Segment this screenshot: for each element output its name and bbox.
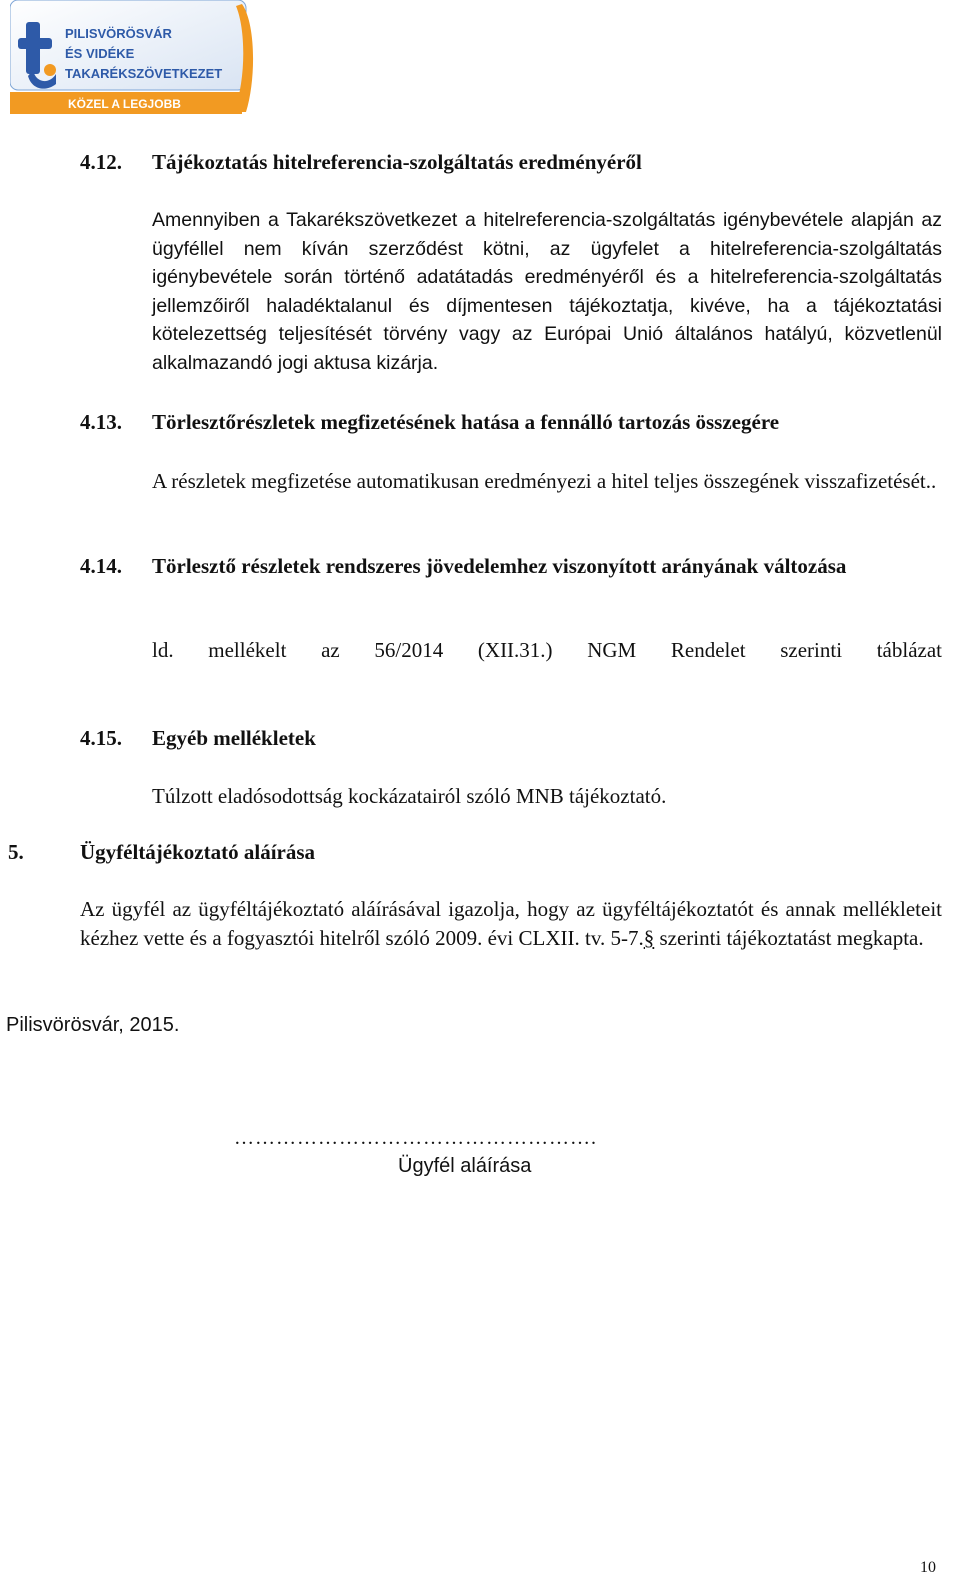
signature-label: Ügyfél aláírása xyxy=(398,1155,532,1177)
place-date: Pilisvörösvár, 2015. xyxy=(6,1014,180,1036)
logo-line3: TAKARÉKSZÖVETKEZET xyxy=(65,66,223,81)
signature-line: ……………………………………………. xyxy=(234,1127,597,1149)
section-4-14-title: Törlesztő részletek rendszeres jövedelemhez viszonyított arányának változása xyxy=(152,554,847,578)
section-4-14-number: 4.14. xyxy=(80,554,122,578)
section-4-15-body: Túlzott eladósodottság kockázatairól szóló MNB tájékoztató. xyxy=(152,784,667,808)
section-5-body-text: Az ügyfél az ügyféltájékoztató aláírásával igazolja, hogy az ügyféltájékoztatót és annak mellékleteit kézhez vette és a fogyasztói hitelről szóló 2009. évi CLXII. tv. 5-7. xyxy=(80,897,942,950)
section-4-13-body: A részletek megfizetése automatikusan eredményezi a hitel teljes összegének visszafizetését.. xyxy=(152,469,937,493)
section-4-15-number: 4.15. xyxy=(80,726,122,750)
section-4-13-number: 4.13. xyxy=(80,410,122,434)
section-symbol: § xyxy=(643,926,655,950)
section-4-12-title: Tájékoztatás hitelreferencia-szolgáltatás eredményéről xyxy=(152,150,642,174)
logo-line1: PILISVÖRÖSVÁR xyxy=(65,26,172,41)
section-4-15-title: Egyéb mellékletek xyxy=(152,726,316,750)
section-4-13-title: Törlesztőrészletek megfizetésének hatása a fennálló tartozás összegére xyxy=(152,410,780,434)
company-logo xyxy=(10,0,260,118)
section-4-12-number: 4.12. xyxy=(80,150,122,174)
section-4-14-body: ld. mellékelt az 56/2014 (XII.31.) NGM Rendelet szerinti táblázat xyxy=(152,638,942,662)
section-5-body xyxy=(80,895,942,953)
section-4-12-body: Amennyiben a Takarékszövetkezet a hitelreferencia-szolgáltatás igénybevétele alapján az ügyféllel nem kíván szerződést kötni, az ügyfelet a hitelreferencia-szolgáltatás igénybevétele során történő adatátadás eredményéről és a hitelreferencia-szolgáltatás jellemzőiről haladéktalanul és díjmentesen tájékoztatja, kivéve, ha a tájékoztatási kötelezettség teljesítését törvény vagy az Európai Unió általános hatályú, közvetlenül alkalmazandó jogi aktusa kizárja. xyxy=(152,209,942,374)
logo-line2: ÉS VIDÉKE xyxy=(65,46,135,61)
logo-graphic xyxy=(10,0,260,118)
page-number: 10 xyxy=(920,1559,936,1576)
section-5-title: Ügyféltájékoztató aláírása xyxy=(80,840,316,864)
section-5-number: 5. xyxy=(8,840,24,864)
logo-slogan: KÖZEL A LEGJOBB xyxy=(68,97,181,111)
section-5-body-tail: szerinti tájékoztatást megkapta. xyxy=(654,926,924,950)
